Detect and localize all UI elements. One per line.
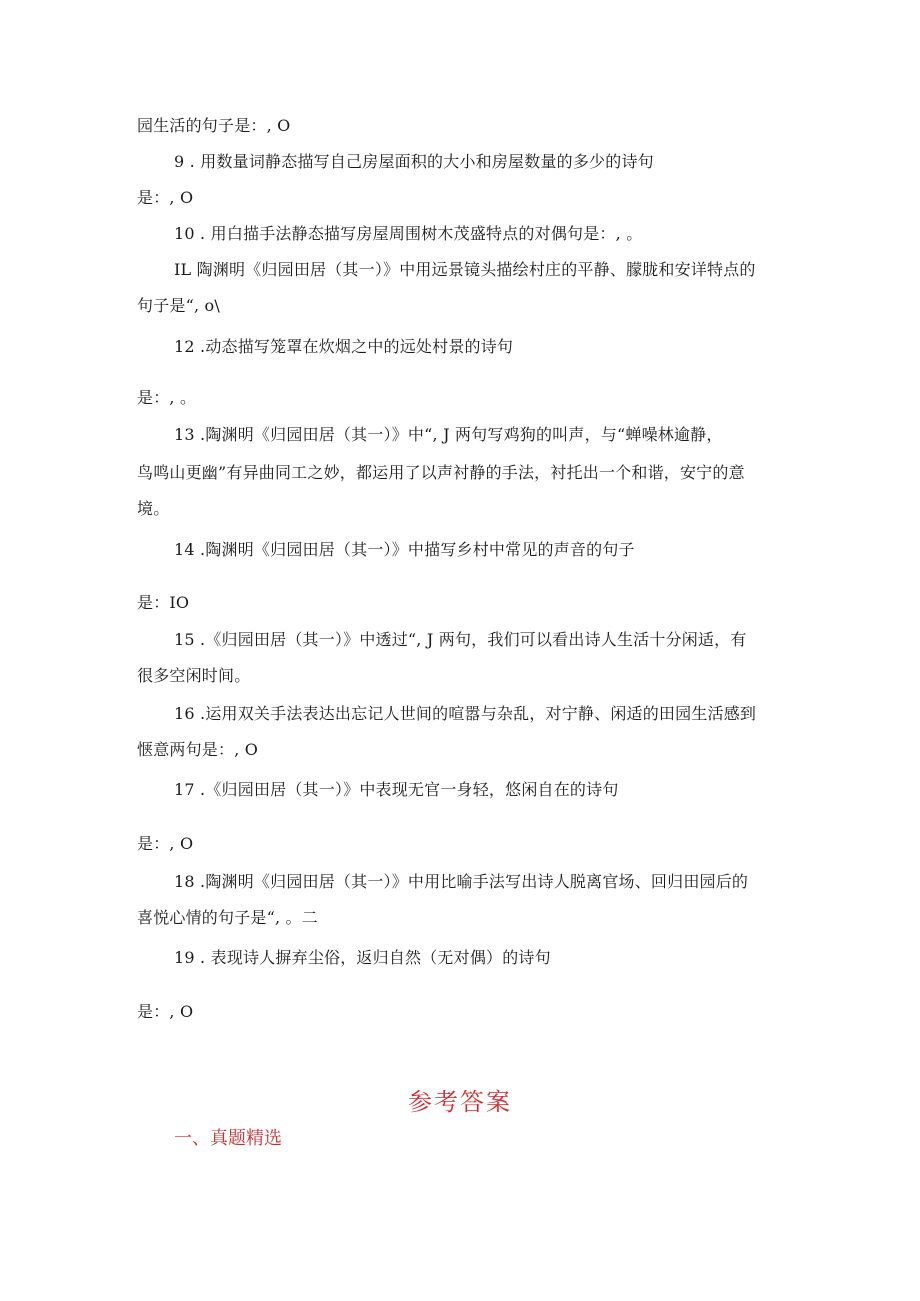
question-18: 18 .陶渊明《归园田居（其一）》中用比喻手法写出诗人脱离官场、回归田园后的	[174, 872, 749, 891]
question-13-cont: 鸟鸣山更幽”有异曲同工之妙，都运用了以声衬静的手法，衬托出一个和谐，安宁的意	[137, 463, 745, 482]
question-10: 10 . 用白描手法静态描写房屋周围树木茂盛特点的对偶句是：, 。	[174, 224, 643, 243]
question-18-cont: 喜悦心情的句子是“, 。二	[137, 908, 318, 927]
question-12: 12 .动态描写笼罩在炊烟之中的远处村景的诗句	[174, 337, 514, 356]
question-16: 16 .运用双关手法表达出忘记人世间的喧嚣与杂乱，对宁静、闲适的田园生活感到	[174, 704, 757, 723]
question-19: 19 . 表现诗人摒弃尘俗，返归自然（无对偶）的诗句	[174, 948, 551, 967]
question-16-cont: 惬意两句是：, O	[137, 740, 259, 759]
question-9-tail: 是：, O	[137, 188, 194, 207]
question-15-cont: 很多空闲时间。	[137, 666, 251, 685]
question-15: 15 .《归园田居（其一）》中透过“, J 两句，我们可以看出诗人生活十分闲适，有	[174, 630, 747, 649]
question-11: IL 陶渊明《归园田居（其一）》中用远景镜头描绘村庄的平静、朦胧和安详特点的	[174, 260, 756, 279]
question-13-end: 境。	[137, 499, 170, 518]
question-13: 13 .陶渊明《归园田居（其一）》中“, J 两句写鸡狗的叫声，与“蝉噪林逾静，	[174, 425, 723, 444]
section-heading: 一、真题精选	[174, 1128, 282, 1149]
question-14: 14 .陶渊明《归园田居（其一）》中描写乡村中常见的声音的句子	[174, 540, 635, 559]
question-14-tail: 是：IO	[137, 593, 190, 612]
question-11-cont: 句子是“, o\	[137, 296, 220, 315]
question-9: 9 . 用数量词静态描写自己房屋面积的大小和房屋数量的多少的诗句	[174, 152, 654, 171]
question-12-tail: 是：, 。	[137, 388, 197, 407]
question-17: 17 .《归园田居（其一）》中表现无官一身轻，悠闲自在的诗句	[174, 780, 619, 799]
answer-title: 参考答案	[408, 1088, 512, 1116]
question-19-tail: 是：, O	[137, 1002, 194, 1021]
text-line-8-tail: 园生活的句子是：, O	[137, 116, 291, 135]
question-17-tail: 是：, O	[137, 834, 194, 853]
